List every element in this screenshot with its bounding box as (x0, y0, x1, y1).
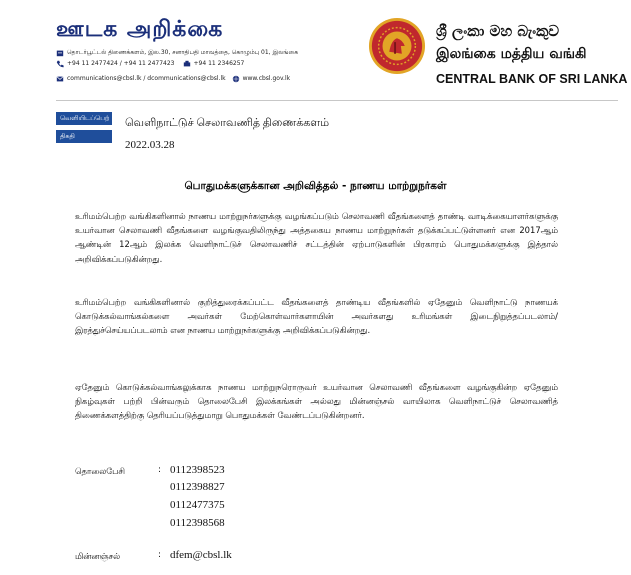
phone-label: தொலைபேசி (75, 466, 125, 476)
address-line (56, 49, 356, 57)
phone-icon (56, 60, 64, 68)
paragraph-1: உரிமம்பெற்ற வங்கிகளினால் நாணய மாற்றுநர்களுக்கு வழங்கப்படும் செலாவணி வீதங்களைத் தாண்டி வாடிக்கையாளர்களுக்கு உயர்வான செலாவணி வீதங்களை வழங்குவதிலிருந்து அத்தகைய நாணய மாற்றுநர்கள் தடுக்கப்பட்டுள்ளனர் என 2017ஆம் ஆண்டின் 12ஆம் இலக்க வெளிநாட்டுச் செலாவணிச் சட்டத்தின் ஏற்பாடுகளின் பிரகாரம் பொதுமக்களுக்கு இத்தால் அறிவிக்கப்படுகின்றது. (75, 211, 558, 264)
email-web-line (56, 75, 356, 83)
email-icon (56, 75, 64, 83)
letterhead (0, 0, 631, 98)
media-release-logo: ஊடக அறிக்கை (56, 17, 224, 42)
email-address[interactable]: dfem@cbsl.lk (170, 549, 232, 561)
phone-number-4[interactable]: 0112398568 (170, 517, 225, 529)
address-text: தொடர்பூட்டல் திணைக்களம், இல.30, சனாதிபதி மாவத்தை, கொழும்பு 01, இலங்கை (67, 49, 299, 56)
bank-name-sinhala: ශ්‍රී ලංකා මහ බැංකුව (436, 22, 560, 40)
bank-name-english: CENTRAL BANK OF SRI LANKA (436, 72, 628, 86)
phone-number-1[interactable]: 0112398523 (170, 464, 225, 476)
paragraph-2: உரிமம்பெற்ற வங்கிகளினால் குறித்துரைக்கப்பட்ட வீதங்களைத் தாண்டிய வீதங்களில் ஏதேனும் வெளிநாட்டு நாணயக் கொடுக்கல்வாங்கல்களை அவர்கள் மேற்கொள்வார்களாயின் அவர்களது உரிமங்கள் இடைநிறுத்தப்படலாம்/ இரத்துச்செய்யப்படலாம் என நாணய மாற்றுநர்களுக்கு அறிவிக்கப்படுகின்றது. (75, 297, 558, 336)
central-bank-seal (368, 17, 426, 75)
email-label: மின்னஞ்சல் (75, 551, 121, 561)
issued-by-value: வெளிநாட்டுச் செலாவணித் திணைக்களம் (125, 117, 330, 129)
department-block (56, 18, 356, 83)
phone-fax-line (56, 60, 356, 68)
bank-name-block (436, 22, 626, 87)
phone-number-3[interactable]: 0112477375 (170, 499, 225, 511)
email-text[interactable]: communications@cbsl.lk / dcommunications@cbsl.lk (67, 75, 226, 82)
phone-number-2[interactable]: 0112398827 (170, 481, 225, 493)
phone-text: +94 11 2477424 / +94 11 2477423 (67, 60, 175, 67)
bank-name-tamil: இலங்கை மத்திய வங்கி (436, 46, 587, 62)
notice-title: பொதுமக்களுக்கான அறிவித்தல் - நாணய மாற்றுநர்கள் (184, 180, 447, 192)
date-tag: திகதி (56, 130, 112, 143)
header-divider (56, 100, 618, 101)
email-colon: : (158, 550, 162, 560)
date-value: 2022.03.28 (125, 139, 175, 151)
website-link[interactable]: www.cbsl.gov.lk (242, 75, 291, 82)
fax-text: +94 11 2346257 (193, 60, 245, 67)
building-icon (56, 49, 64, 57)
paragraph-3: ஏதேனும் கொடுக்கல்வாங்கலுக்காக நாணய மாற்றுநரொருவர் உயர்வான செலாவணி வீதங்களை வழங்குகின்ற ஏதேனும் நிகழ்வுகள் பற்றி பின்வரும் தொலைபேசி இலக்கங்கள் அல்லது மின்னஞ்சல் வாயிலாக வெளிநாட்டுச் செலாவணித் திணைக்களத்திற்கு தெரியப்படுத்துமாறு பொதுமக்கள் வேண்டப்படுகின்றனர். (75, 382, 558, 421)
issued-by-tag: வெளியிடப்பெற் (56, 112, 112, 125)
fax-icon (183, 60, 191, 68)
globe-icon (232, 75, 240, 83)
phone-colon: : (158, 465, 162, 475)
